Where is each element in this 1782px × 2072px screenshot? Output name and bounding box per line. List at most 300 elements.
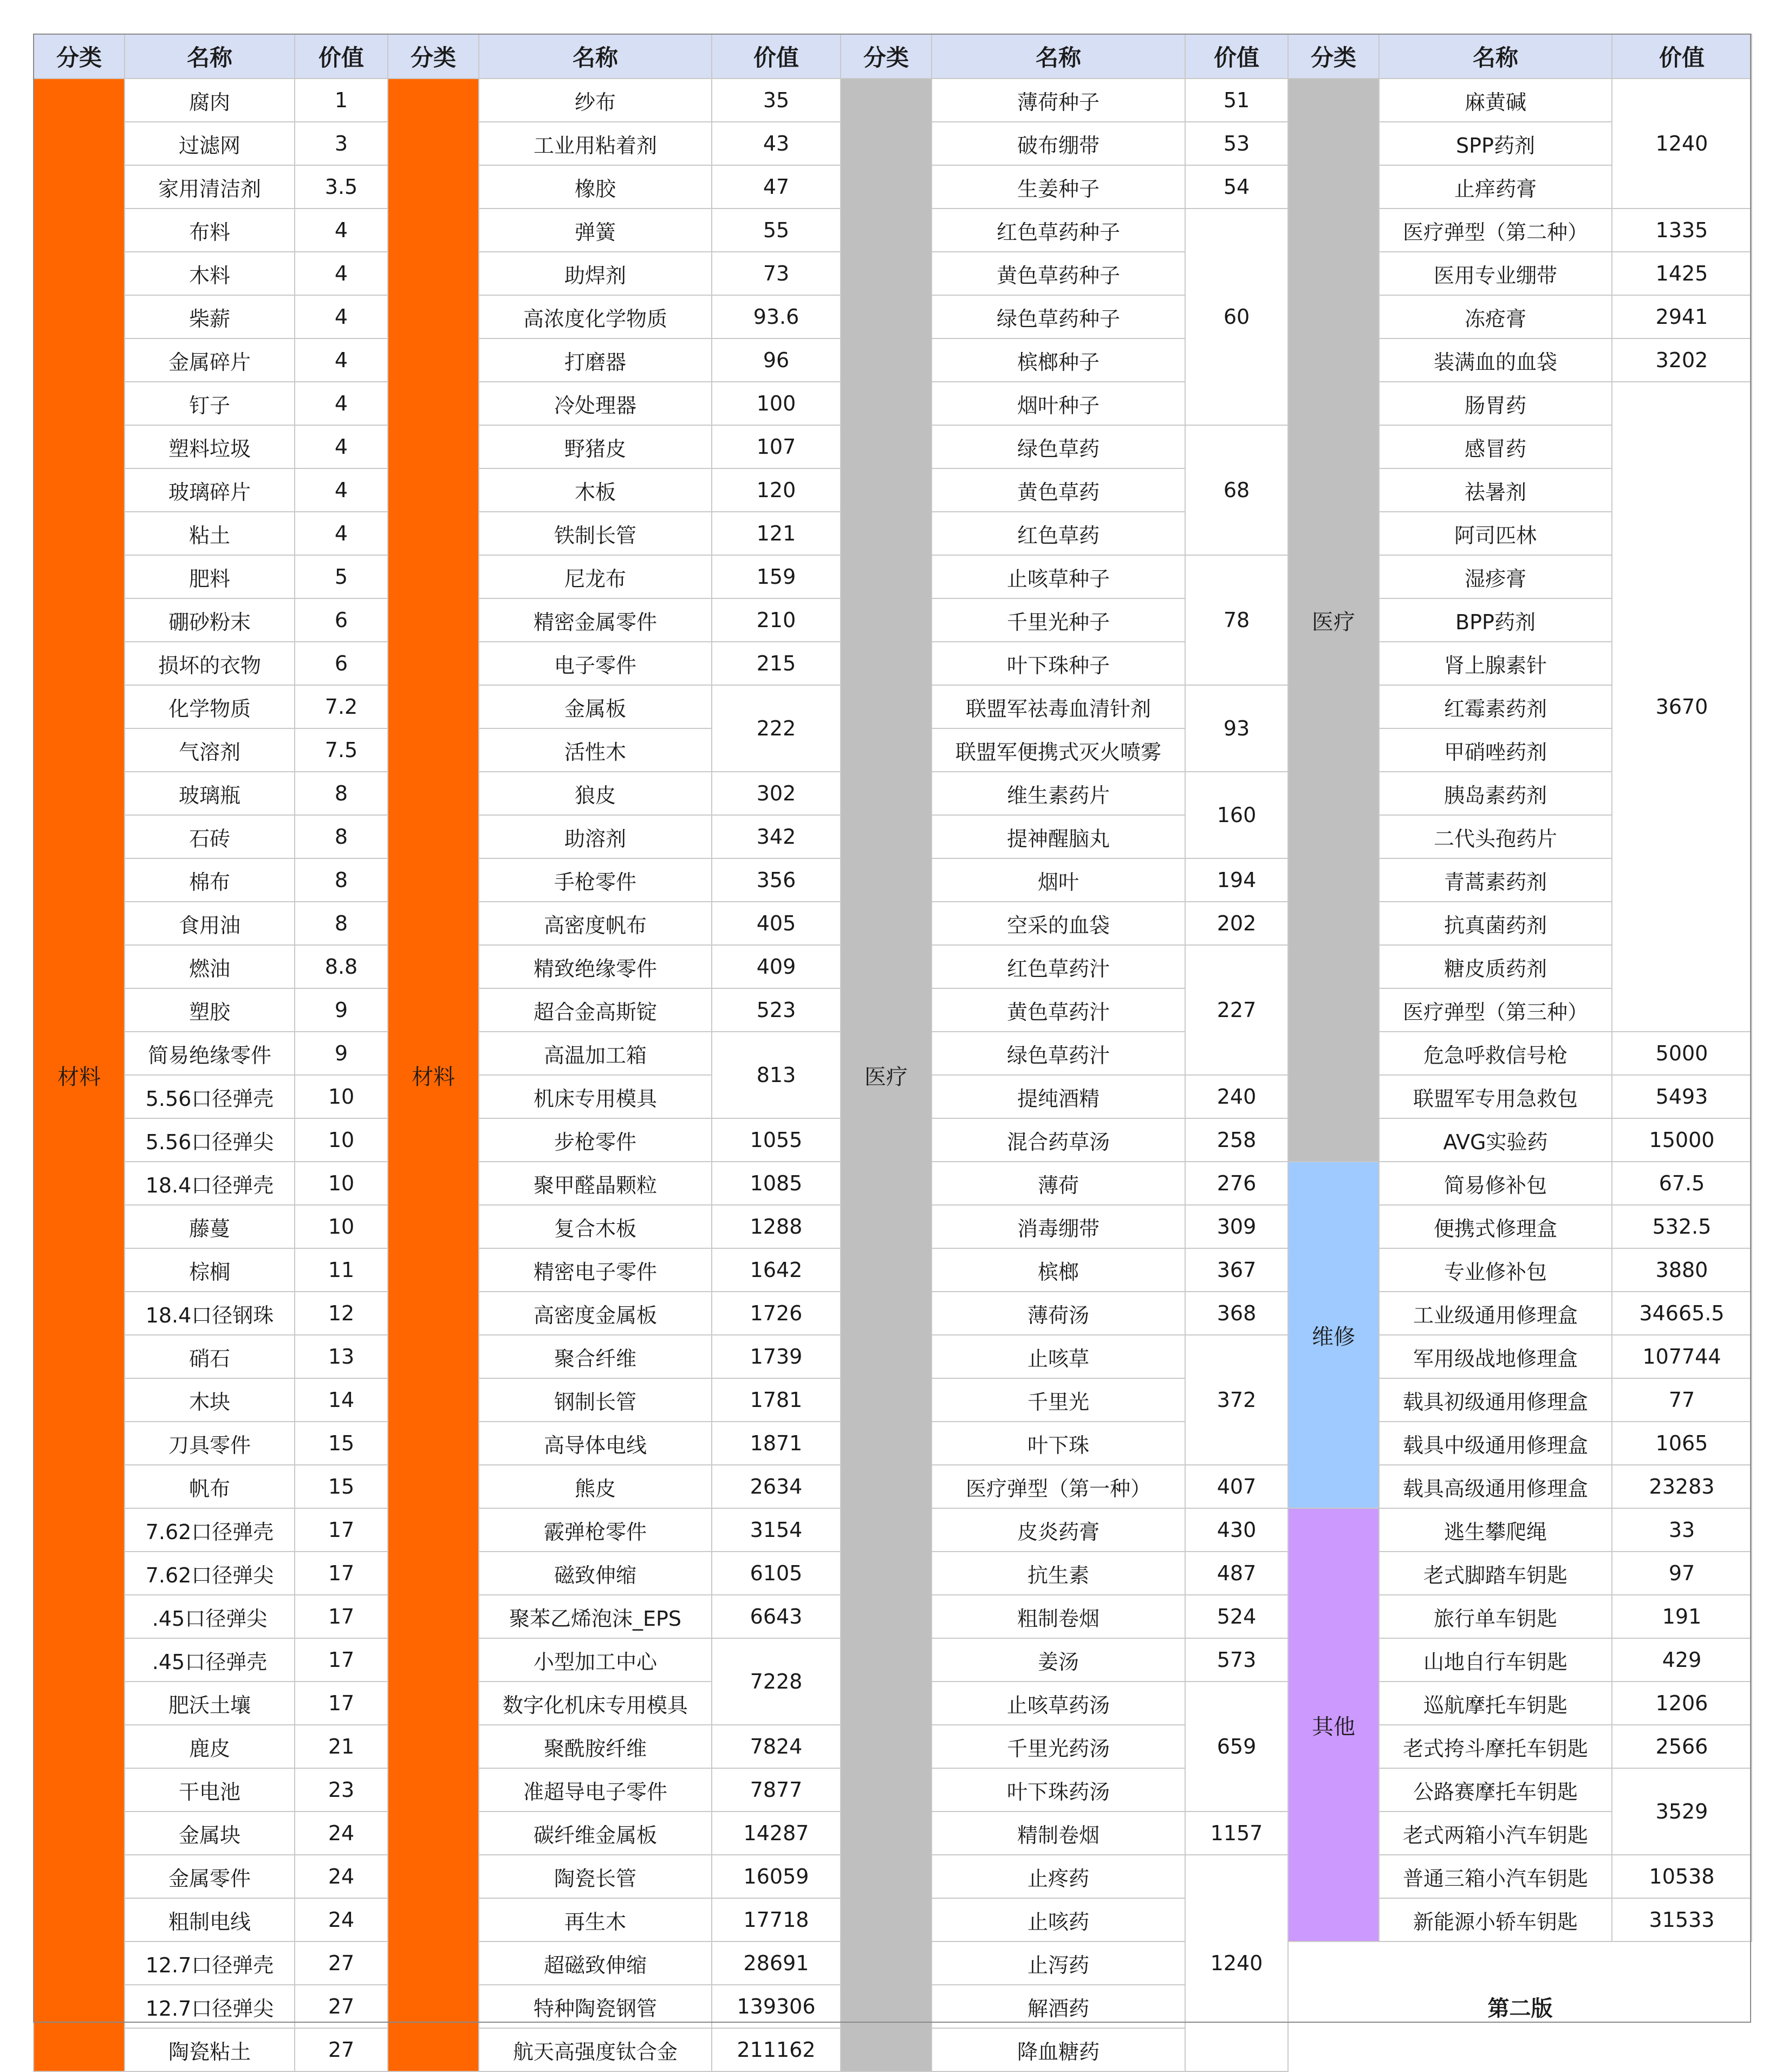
- item-name: 降血糖药: [932, 2028, 1185, 2071]
- item-name: 棕榈: [125, 1248, 295, 1292]
- item-name: 叶下珠: [932, 1422, 1185, 1465]
- item-name: 红霉素药剂: [1379, 685, 1612, 728]
- item-name: 食用油: [125, 902, 295, 945]
- header-name: 名称: [932, 34, 1185, 79]
- item-value: 5: [295, 555, 388, 598]
- item-name: 布料: [125, 208, 295, 252]
- item-name: 钉子: [125, 382, 295, 425]
- item-name: 止痒药膏: [1379, 165, 1612, 208]
- header-value: 价值: [1185, 34, 1288, 79]
- header-name: 名称: [479, 34, 712, 79]
- price-table-container: [33, 34, 1752, 2072]
- item-value: 1425: [1612, 252, 1752, 295]
- item-value: 7877: [712, 1768, 841, 1812]
- item-value: 6643: [712, 1595, 841, 1638]
- item-name: 步枪零件: [479, 1118, 712, 1162]
- item-name: 祛暑剂: [1379, 468, 1612, 512]
- item-value: 17: [295, 1508, 388, 1552]
- item-value: 6: [295, 598, 388, 642]
- item-name: 聚酰胺纤维: [479, 1725, 712, 1768]
- item-value: 1726: [712, 1292, 841, 1335]
- item-value: 227: [1185, 945, 1288, 1075]
- item-name: 联盟军祛毒血清针剂: [932, 685, 1185, 728]
- item-name: 塑料垃圾: [125, 425, 295, 468]
- category-cell: 医疗: [1288, 79, 1379, 1162]
- item-value: 210: [712, 598, 841, 642]
- item-name: 粘土: [125, 512, 295, 555]
- item-value: 67.5: [1612, 1162, 1752, 1205]
- item-value: 3.5: [295, 165, 388, 208]
- item-value: 107: [712, 425, 841, 468]
- item-name: 霰弹枪零件: [479, 1508, 712, 1552]
- item-name: 装满血的血袋: [1379, 338, 1612, 382]
- item-name: 腐肉: [125, 79, 295, 122]
- item-value: 1206: [1612, 1682, 1752, 1725]
- item-value: 215: [712, 642, 841, 685]
- item-name: 金属碎片: [125, 338, 295, 382]
- item-value: 96: [712, 338, 841, 382]
- item-name: 5.56口径弹壳: [125, 1075, 295, 1118]
- item-value: 4: [295, 295, 388, 338]
- item-name: 烟叶种子: [932, 382, 1185, 425]
- item-value: 17: [295, 1682, 388, 1725]
- item-value: 33: [1612, 1508, 1752, 1552]
- item-value: 8: [295, 772, 388, 815]
- item-name: 红色草药: [932, 512, 1185, 555]
- item-value: 194: [1185, 858, 1288, 902]
- item-name: 燃油: [125, 945, 295, 988]
- item-value: 3154: [712, 1508, 841, 1552]
- item-name: 联盟军便携式灭火喷雾: [932, 728, 1185, 772]
- item-name: 数字化机床专用模具: [479, 1682, 712, 1725]
- item-name: 手枪零件: [479, 858, 712, 902]
- header-category: 分类: [34, 34, 125, 79]
- item-name: 湿疹膏: [1379, 555, 1612, 598]
- item-name: 精致绝缘零件: [479, 945, 712, 988]
- item-name: 木块: [125, 1378, 295, 1422]
- category-cell: 材料: [34, 79, 125, 2071]
- item-value: 309: [1185, 1205, 1288, 1248]
- item-name: 粗制电线: [125, 1898, 295, 1941]
- header-value: 价值: [295, 34, 388, 79]
- item-name: 叶下珠药汤: [932, 1768, 1185, 1812]
- item-value: 23: [295, 1768, 388, 1812]
- item-value: 54: [1185, 165, 1288, 208]
- item-name: 老式脚踏车钥匙: [1379, 1552, 1612, 1595]
- item-value: 16059: [712, 1855, 841, 1898]
- item-value: 2566: [1612, 1725, 1752, 1768]
- item-name: 硝石: [125, 1335, 295, 1378]
- item-name: 联盟军专用急救包: [1379, 1075, 1612, 1118]
- item-name: 肥沃土壤: [125, 1682, 295, 1725]
- item-name: 工业用粘着剂: [479, 122, 712, 165]
- item-name: 红色草药种子: [932, 208, 1185, 252]
- item-value: 12: [295, 1292, 388, 1335]
- item-value: 1335: [1612, 208, 1752, 252]
- header-value: 价值: [712, 34, 841, 79]
- item-name: 糖皮质药剂: [1379, 945, 1612, 988]
- item-value: 191: [1612, 1595, 1752, 1638]
- item-value: 6: [295, 642, 388, 685]
- item-name: 7.62口径弹尖: [125, 1552, 295, 1595]
- item-name: 解酒药: [932, 1985, 1185, 2028]
- item-name: 止咳草种子: [932, 555, 1185, 598]
- item-name: 聚合纤维: [479, 1335, 712, 1378]
- item-name: 医疗弹型（第一种）: [932, 1465, 1185, 1508]
- item-name: 肥料: [125, 555, 295, 598]
- item-name: 维生素药片: [932, 772, 1185, 815]
- item-value: 159: [712, 555, 841, 598]
- item-name: 简易绝缘零件: [125, 1032, 295, 1075]
- item-value: 222: [712, 685, 841, 772]
- item-name: 特种陶瓷钢管: [479, 1985, 712, 2028]
- item-name: 玻璃瓶: [125, 772, 295, 815]
- item-name: 甲硝唑药剂: [1379, 728, 1612, 772]
- item-name: 旅行单车钥匙: [1379, 1595, 1612, 1638]
- item-name: 助焊剂: [479, 252, 712, 295]
- item-value: 4: [295, 338, 388, 382]
- item-name: 肾上腺素针: [1379, 642, 1612, 685]
- header-category: 分类: [841, 34, 932, 79]
- item-name: 阿司匹林: [1379, 512, 1612, 555]
- item-name: 18.4口径钢珠: [125, 1292, 295, 1335]
- item-value: 2941: [1612, 295, 1752, 338]
- item-name: 超磁致伸缩: [479, 1941, 712, 1985]
- item-value: 813: [712, 1032, 841, 1118]
- item-value: 68: [1185, 425, 1288, 555]
- item-value: 368: [1185, 1292, 1288, 1335]
- item-value: 10: [295, 1075, 388, 1118]
- item-name: 青蒿素药剂: [1379, 858, 1612, 902]
- item-value: 3529: [1612, 1768, 1752, 1855]
- item-value: 93.6: [712, 295, 841, 338]
- header-name: 名称: [1379, 34, 1612, 79]
- item-name: 高导体电线: [479, 1422, 712, 1465]
- item-value: 4: [295, 382, 388, 425]
- item-name: 藤蔓: [125, 1205, 295, 1248]
- item-name: SPP药剂: [1379, 122, 1612, 165]
- item-value: 1240: [1185, 1855, 1288, 2071]
- item-name: 7.62口径弹壳: [125, 1508, 295, 1552]
- item-name: 抗真菌药剂: [1379, 902, 1612, 945]
- item-name: 抗生素: [932, 1552, 1185, 1595]
- item-name: 普通三箱小汽车钥匙: [1379, 1855, 1612, 1898]
- item-name: 尼龙布: [479, 555, 712, 598]
- item-value: 77: [1612, 1378, 1752, 1422]
- item-value: 7.2: [295, 685, 388, 728]
- item-value: 573: [1185, 1638, 1288, 1682]
- item-name: 干电池: [125, 1768, 295, 1812]
- item-value: 17718: [712, 1898, 841, 1941]
- table-body: [34, 79, 1752, 2071]
- item-name: 纱布: [479, 79, 712, 122]
- item-name: 空采的血袋: [932, 902, 1185, 945]
- item-value: 372: [1185, 1335, 1288, 1465]
- item-value: 160: [1185, 772, 1288, 858]
- item-value: 659: [1185, 1682, 1288, 1812]
- item-name: 超合金高斯锭: [479, 988, 712, 1032]
- item-name: 准超导电子零件: [479, 1768, 712, 1812]
- item-value: 35: [712, 79, 841, 122]
- item-value: 34665.5: [1612, 1292, 1752, 1335]
- item-name: 帆布: [125, 1465, 295, 1508]
- item-value: 47: [712, 165, 841, 208]
- item-value: 10: [295, 1162, 388, 1205]
- item-name: 气溶剂: [125, 728, 295, 772]
- item-name: 12.7口径弹壳: [125, 1941, 295, 1985]
- header-value: 价值: [1612, 34, 1752, 79]
- item-name: 麻黄碱: [1379, 79, 1612, 122]
- item-value: 8: [295, 858, 388, 902]
- item-value: 17: [295, 1595, 388, 1638]
- item-value: 28691: [712, 1941, 841, 1985]
- item-name: 绿色草药: [932, 425, 1185, 468]
- item-name: 止泻药: [932, 1941, 1185, 1985]
- table-row: [34, 79, 1752, 122]
- item-name: 简易修补包: [1379, 1162, 1612, 1205]
- item-name: 化学物质: [125, 685, 295, 728]
- item-name: 工业级通用修理盒: [1379, 1292, 1612, 1335]
- item-value: 1739: [712, 1335, 841, 1378]
- item-name: 熊皮: [479, 1465, 712, 1508]
- item-value-table: [33, 34, 1752, 2072]
- item-value: 107744: [1612, 1335, 1752, 1378]
- category-cell: 维修: [1288, 1162, 1379, 1508]
- item-value: 53: [1185, 122, 1288, 165]
- item-value: 8: [295, 815, 388, 858]
- item-value: 4: [295, 252, 388, 295]
- item-name: 狼皮: [479, 772, 712, 815]
- item-name: 载具中级通用修理盒: [1379, 1422, 1612, 1465]
- item-name: 千里光: [932, 1378, 1185, 1422]
- header-row: [34, 34, 1752, 79]
- item-value: 342: [712, 815, 841, 858]
- item-value: 27: [295, 1985, 388, 2028]
- item-value: 1642: [712, 1248, 841, 1292]
- item-name: 石砖: [125, 815, 295, 858]
- item-value: 532.5: [1612, 1205, 1752, 1248]
- item-name: 碳纤维金属板: [479, 1812, 712, 1855]
- item-name: .45口径弹壳: [125, 1638, 295, 1682]
- header-name: 名称: [125, 34, 295, 79]
- item-name: 硼砂粉末: [125, 598, 295, 642]
- item-value: 4: [295, 468, 388, 512]
- item-name: 医疗弹型（第三种）: [1379, 988, 1612, 1032]
- item-name: 柴薪: [125, 295, 295, 338]
- item-value: 4: [295, 512, 388, 555]
- item-value: 10: [295, 1205, 388, 1248]
- item-value: 31533: [1612, 1898, 1752, 1941]
- item-value: 202: [1185, 902, 1288, 945]
- item-name: 山地自行车钥匙: [1379, 1638, 1612, 1682]
- item-name: 高密度帆布: [479, 902, 712, 945]
- item-value: 1288: [712, 1205, 841, 1248]
- item-name: 二代头孢药片: [1379, 815, 1612, 858]
- version-note: 第二版: [1288, 1941, 1752, 2071]
- item-name: 高温加工箱: [479, 1032, 712, 1075]
- item-name: 精密电子零件: [479, 1248, 712, 1292]
- item-value: 429: [1612, 1638, 1752, 1682]
- item-name: 助溶剂: [479, 815, 712, 858]
- item-value: 524: [1185, 1595, 1288, 1638]
- item-value: 14287: [712, 1812, 841, 1855]
- item-name: 生姜种子: [932, 165, 1185, 208]
- item-name: 专业修补包: [1379, 1248, 1612, 1292]
- item-value: 1085: [712, 1162, 841, 1205]
- item-name: 复合木板: [479, 1205, 712, 1248]
- item-name: 烟叶: [932, 858, 1185, 902]
- item-name: 冷处理器: [479, 382, 712, 425]
- item-name: 感冒药: [1379, 425, 1612, 468]
- item-value: 73: [712, 252, 841, 295]
- item-name: 小型加工中心: [479, 1638, 712, 1682]
- item-value: 356: [712, 858, 841, 902]
- category-cell: 医疗: [841, 79, 932, 2071]
- item-name: AVG实验药: [1379, 1118, 1612, 1162]
- item-name: 逃生攀爬绳: [1379, 1508, 1612, 1552]
- item-name: 损坏的衣物: [125, 642, 295, 685]
- item-name: 止疼药: [932, 1855, 1185, 1898]
- item-name: 聚甲醛晶颗粒: [479, 1162, 712, 1205]
- item-value: 51: [1185, 79, 1288, 122]
- header-category: 分类: [1288, 34, 1379, 79]
- item-name: 新能源小轿车钥匙: [1379, 1898, 1612, 1941]
- item-name: 机床专用模具: [479, 1075, 712, 1118]
- item-value: 10538: [1612, 1855, 1752, 1898]
- item-name: 破布绷带: [932, 122, 1185, 165]
- item-name: 提神醒脑丸: [932, 815, 1185, 858]
- item-name: 绿色草药种子: [932, 295, 1185, 338]
- item-value: 4: [295, 208, 388, 252]
- item-name: 木料: [125, 252, 295, 295]
- item-name: 金属块: [125, 1812, 295, 1855]
- item-value: 121: [712, 512, 841, 555]
- item-value: 21: [295, 1725, 388, 1768]
- item-value: 1065: [1612, 1422, 1752, 1465]
- item-name: 槟榔种子: [932, 338, 1185, 382]
- item-name: 玻璃碎片: [125, 468, 295, 512]
- item-value: 211162: [712, 2028, 841, 2071]
- item-name: 打磨器: [479, 338, 712, 382]
- item-name: 电子零件: [479, 642, 712, 685]
- item-name: 野猪皮: [479, 425, 712, 468]
- item-name: BPP药剂: [1379, 598, 1612, 642]
- item-name: 巡航摩托车钥匙: [1379, 1682, 1612, 1725]
- item-value: 240: [1185, 1075, 1288, 1118]
- item-name: 橡胶: [479, 165, 712, 208]
- item-name: 老式两箱小汽车钥匙: [1379, 1812, 1612, 1855]
- item-value: 3202: [1612, 338, 1752, 382]
- item-value: 7824: [712, 1725, 841, 1768]
- item-value: 14: [295, 1378, 388, 1422]
- item-value: 8.8: [295, 945, 388, 988]
- item-name: 载具高级通用修理盒: [1379, 1465, 1612, 1508]
- item-name: 载具初级通用修理盒: [1379, 1378, 1612, 1422]
- item-value: 17: [295, 1638, 388, 1682]
- item-name: 磁致伸缩: [479, 1552, 712, 1595]
- item-name: 胰岛素药剂: [1379, 772, 1612, 815]
- item-name: 医用专业绷带: [1379, 252, 1612, 295]
- item-value: 8: [295, 902, 388, 945]
- item-name: 钢制长管: [479, 1378, 712, 1422]
- item-name: 黄色草药汁: [932, 988, 1185, 1032]
- item-name: 铁制长管: [479, 512, 712, 555]
- item-value: 3: [295, 122, 388, 165]
- item-name: 刀具零件: [125, 1422, 295, 1465]
- item-name: 高密度金属板: [479, 1292, 712, 1335]
- item-value: 10: [295, 1118, 388, 1162]
- item-name: 精制卷烟: [932, 1812, 1185, 1855]
- item-value: 43: [712, 122, 841, 165]
- item-value: 27: [295, 2028, 388, 2071]
- item-name: 5.56口径弹尖: [125, 1118, 295, 1162]
- item-name: 鹿皮: [125, 1725, 295, 1768]
- item-value: 24: [295, 1855, 388, 1898]
- item-value: 78: [1185, 555, 1288, 685]
- item-name: 皮炎药膏: [932, 1508, 1185, 1552]
- item-name: 混合药草汤: [932, 1118, 1185, 1162]
- item-value: 15000: [1612, 1118, 1752, 1162]
- item-value: 17: [295, 1552, 388, 1595]
- item-name: 18.4口径弹壳: [125, 1162, 295, 1205]
- item-name: 老式挎斗摩托车钥匙: [1379, 1725, 1612, 1768]
- item-name: 千里光药汤: [932, 1725, 1185, 1768]
- item-name: 家用清洁剂: [125, 165, 295, 208]
- item-value: 24: [295, 1812, 388, 1855]
- item-name: 陶瓷粘土: [125, 2028, 295, 2071]
- item-name: 金属板: [479, 685, 712, 728]
- item-value: 7228: [712, 1638, 841, 1725]
- item-value: 9: [295, 988, 388, 1032]
- item-name: 活性木: [479, 728, 712, 772]
- item-name: .45口径弹尖: [125, 1595, 295, 1638]
- item-value: 2634: [712, 1465, 841, 1508]
- item-name: 冻疮膏: [1379, 295, 1612, 338]
- item-name: 止咳药: [932, 1898, 1185, 1941]
- item-value: 3880: [1612, 1248, 1752, 1292]
- item-value: 487: [1185, 1552, 1288, 1595]
- item-name: 高浓度化学物质: [479, 295, 712, 338]
- item-name: 塑胶: [125, 988, 295, 1032]
- item-name: 红色草药汁: [932, 945, 1185, 988]
- item-value: 407: [1185, 1465, 1288, 1508]
- item-value: 1055: [712, 1118, 841, 1162]
- item-value: 1240: [1612, 79, 1752, 208]
- item-name: 精密金属零件: [479, 598, 712, 642]
- item-name: 再生木: [479, 1898, 712, 1941]
- item-value: 405: [712, 902, 841, 945]
- item-value: 27: [295, 1941, 388, 1985]
- item-value: 1781: [712, 1378, 841, 1422]
- item-value: 60: [1185, 208, 1288, 425]
- item-value: 23283: [1612, 1465, 1752, 1508]
- item-name: 危急呼救信号枪: [1379, 1032, 1612, 1075]
- category-cell: 其他: [1288, 1508, 1379, 1941]
- item-name: 弹簧: [479, 208, 712, 252]
- item-name: 止咳草药汤: [932, 1682, 1185, 1725]
- item-value: 93: [1185, 685, 1288, 772]
- item-value: 5493: [1612, 1075, 1752, 1118]
- item-name: 陶瓷长管: [479, 1855, 712, 1898]
- item-name: 棉布: [125, 858, 295, 902]
- item-value: 1157: [1185, 1812, 1288, 1855]
- item-value: 258: [1185, 1118, 1288, 1162]
- item-value: 13: [295, 1335, 388, 1378]
- item-name: 金属零件: [125, 1855, 295, 1898]
- item-name: 肠胃药: [1379, 382, 1612, 425]
- item-name: 航天高强度钛合金: [479, 2028, 712, 2071]
- item-value: 97: [1612, 1552, 1752, 1595]
